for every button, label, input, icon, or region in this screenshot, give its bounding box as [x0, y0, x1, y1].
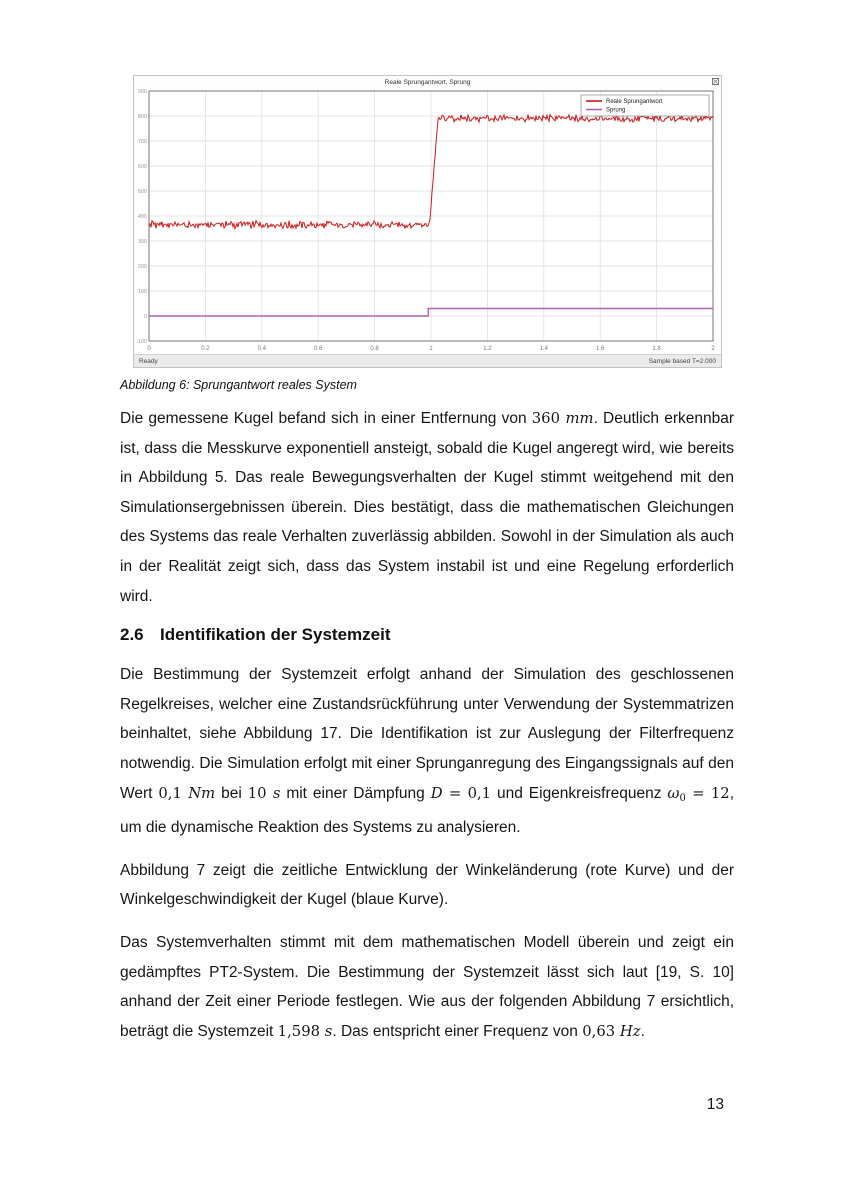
figure-caption: Abbildung 6: Sprungantwort reales System [120, 378, 357, 392]
y-tick-label: 600 [137, 164, 147, 170]
y-tick-label: 500 [137, 189, 147, 195]
legend-label: Sprung [606, 107, 626, 114]
y-tick-label: 900 [137, 89, 147, 95]
x-tick-label: 1 [429, 346, 433, 352]
scope-statusbar [134, 354, 721, 367]
y-tick-label: -100 [135, 339, 147, 345]
x-tick-label: 2 [711, 346, 715, 352]
y-tick-label: 400 [137, 214, 147, 220]
x-tick-label: 0.4 [257, 346, 266, 352]
x-tick-label: 0.8 [370, 346, 379, 352]
scope-window [133, 75, 722, 368]
body-content [120, 404, 734, 1059]
y-tick-label: 700 [137, 139, 147, 145]
paragraph: Die Bestimmung der Systemzeit erfolgt anhand der Simulation des geschlossenen Regelkreises, welcher eine Zustandsrückführung unter Verwendung der Systemmatrizen beinhaltet, siehe Abbildung 17. Die Identifikation ist zur Auslegung der Filterfrequenz notwendig. Die Simulation erfolgt mit einer Sprunganregung des Eingangssignals auf den Wert 0,1 Nm bei 10 s mit einer Dämpfung D = 0,1 und Eigenkreisfrequenz ω0 = 12, um die dynamische Reaktion des Systems zu analysieren. [120, 666, 734, 837]
x-tick-label: 0.2 [201, 346, 210, 352]
scope-plot-svg [134, 89, 721, 354]
legend [581, 95, 709, 116]
x-tick-label: 0 [147, 346, 151, 352]
paragraph: Die gemessene Kugel befand sich in einer Entfernung von 360 mm. Deutlich erkennbar ist, dass die Messkurve exponentiell ansteigt, sobald die Kugel angeregt wird, wie bereits in Abbildung 5. Das reale Bewegungsverhalten der Kugel stimmt weitgehend mit den Simulationsergebnissen überein. Dies bestätigt, dass die mathematischen Gleichungen des Systems das reale Verhalten zuverlässig abbilden. Sowohl in der Simulation als auch in der Realität zeigt sich, dass das System instabil ist und eine Regelung erforderlich wird. [120, 410, 734, 605]
x-tick-label: 1.2 [483, 346, 492, 352]
y-tick-label: 0 [143, 314, 147, 320]
scope-title: Reale Sprungantwort, Sprung [384, 79, 471, 86]
scope-status-right: Sample based T=2.000 [648, 357, 716, 365]
section-number: 2.6 [120, 625, 144, 645]
section-title: Identifikation der Systemzeit [160, 625, 391, 645]
paragraph: Abbildung 7 zeigt die zeitliche Entwicklung der Winkeländerung (rote Kurve) und der Winkelgeschwindigkeit der Kugel (blaue Kurve). [120, 861, 734, 909]
section-heading [120, 624, 734, 646]
y-tick-label: 300 [137, 239, 147, 245]
scope-titlebar [134, 76, 721, 89]
x-tick-label: 1.4 [539, 346, 548, 352]
page-number: 13 [706, 1096, 724, 1113]
x-tick-label: 1.8 [652, 346, 661, 352]
y-tick-label: 200 [137, 264, 147, 270]
legend-label: Reale Sprungantwort [606, 99, 663, 105]
y-tick-label: 800 [137, 114, 147, 120]
y-tick-label: 100 [137, 289, 147, 295]
x-tick-label: 0.6 [314, 346, 323, 352]
paragraph: Das Systemverhalten stimmt mit dem mathematischen Modell überein und zeigt ein gedämpftes PT2-System. Die Bestimmung der Systemzeit lässt sich laut [19, S. 10] anhand der Zeit einer Periode festlegen. Wie aus der folgenden Abbildung 7 ersichtlich, beträgt die Systemzeit 1,598 s. Das entspricht einer Frequenz von 0,63 Hz. [120, 933, 734, 1040]
x-tick-label: 1.6 [596, 346, 605, 352]
scope-status-left: Ready [139, 357, 158, 365]
window-control-icon [712, 78, 719, 85]
